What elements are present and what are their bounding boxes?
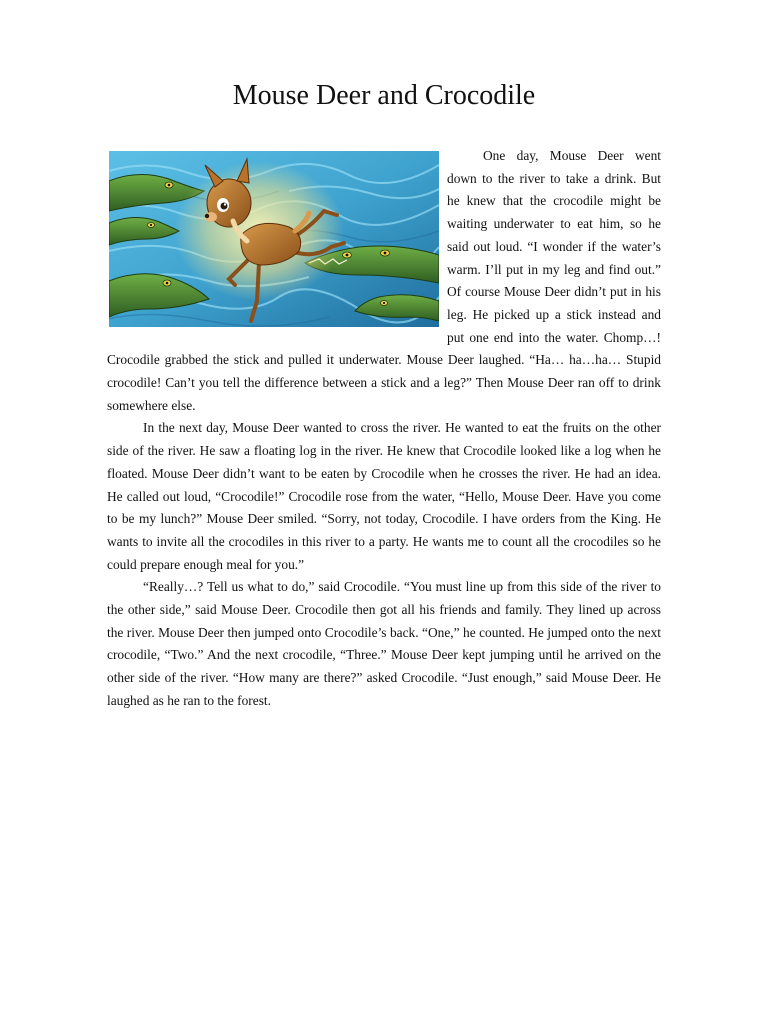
page-title: Mouse Deer and Crocodile — [232, 80, 536, 111]
mouse-deer-leaping-over-crocodiles-illustration — [109, 151, 439, 327]
story-body — [107, 145, 661, 713]
paragraph-1: One day, Mouse Deer went down to the river to take a drink. But he knew that the crocodile might be waiting underwater to eat him, so he said out loud. “I wonder if the water’s warm. I’ll put in my leg and find out.” Of course Mouse Deer didn’t put in his leg. He picked up a stick instead and put one end into the water. Chomp…! Crocodile grabbed the stick and pulled it underwater. Mouse Deer laughed. “Ha… ha…ha… Stupid crocodile! Can’t you tell the difference between a stick and a leg?” Then Mouse Deer ran off to drink somewhere else. — [107, 148, 661, 413]
paragraph-3: “Really…? Tell us what to do,” said Crocodile. “You must line up from this side of the river to the other side,” said Mouse Deer. Crocodile then got all his friends and family. They lined up across the river. Mouse Deer then jumped onto Crocodile’s back. “One,” he counted. He jumped onto the next crocodile, “Two.” And the next crocodile, “Three.” Mouse Deer kept jumping until he arrived on the other side of the river. “How many are there?” asked Crocodile. “Just enough,” said Mouse Deer. He laughed as he ran to the forest. — [107, 579, 661, 708]
paragraph-2: In the next day, Mouse Deer wanted to cross the river. He wanted to eat the fruits on the other side of the river. He saw a floating log in the river. He knew that Crocodile looked like a log when he floated. Mouse Deer didn’t want to be eaten by Crocodile when he crosses the river. He had an idea. He called out loud, “Crocodile!” Crocodile rose from the water, “Hello, Mouse Deer. Have you come to be my lunch?” Mouse Deer smiled. “Sorry, not today, Crocodile. I have orders from the King. He wants to invite all the crocodiles in this river to a party. He wants me to count all the crocodiles so he could prepare enough meal for you.” — [107, 420, 661, 572]
